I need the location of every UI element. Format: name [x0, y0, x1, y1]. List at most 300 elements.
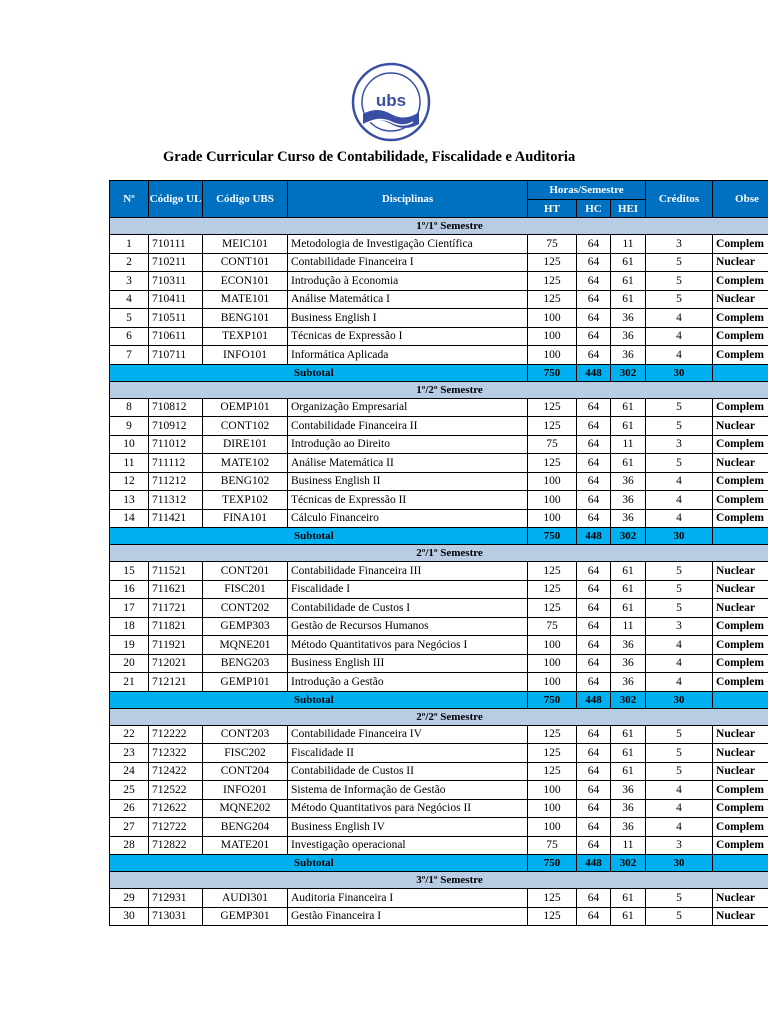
- cell-hc: 64: [577, 398, 611, 417]
- cell-creditos: 5: [646, 454, 713, 473]
- semester-title: 2º/1º Semestre: [110, 545, 768, 562]
- cell-creditos: 4: [646, 673, 713, 692]
- cell-hei: 61: [611, 272, 646, 291]
- cell-disciplina: Técnicas de Expressão I: [288, 327, 528, 346]
- cell-creditos: 4: [646, 346, 713, 365]
- cell-hc: 64: [577, 562, 611, 581]
- cell-obs: Complem: [713, 654, 768, 673]
- cell-hc: 64: [577, 417, 611, 436]
- cell-codigo-ubs: ECON101: [203, 272, 288, 291]
- cell-codigo-ul: 712322: [149, 744, 203, 763]
- subtotal-ht: 750: [528, 691, 577, 708]
- cell-hei: 36: [611, 781, 646, 800]
- cell-codigo-ul: 712931: [149, 889, 203, 908]
- cell-disciplina: Metodologia de Investigação Científica: [288, 235, 528, 254]
- header-horas: Horas/Semestre: [528, 181, 646, 200]
- cell-obs: Nuclear: [713, 599, 768, 618]
- header-ht: HT: [528, 200, 577, 218]
- cell-num: 7: [110, 346, 149, 365]
- cell-disciplina: Introdução ao Direito: [288, 435, 528, 454]
- cell-codigo-ul: 711821: [149, 617, 203, 636]
- subtotal-label: Subtotal: [110, 528, 528, 545]
- cell-hei: 61: [611, 599, 646, 618]
- table-row: [110, 491, 768, 510]
- cell-creditos: 5: [646, 907, 713, 926]
- cell-creditos: 4: [646, 472, 713, 491]
- cell-codigo-ul: 712822: [149, 836, 203, 855]
- semester-header-row: [110, 545, 768, 562]
- cell-hei: 11: [611, 836, 646, 855]
- cell-obs: Complem: [713, 509, 768, 528]
- school-logo: [351, 62, 431, 142]
- table-row: [110, 454, 768, 473]
- cell-codigo-ubs: CONT203: [203, 725, 288, 744]
- cell-hc: 64: [577, 272, 611, 291]
- cell-obs: Nuclear: [713, 417, 768, 436]
- cell-creditos: 5: [646, 398, 713, 417]
- cell-disciplina: Cálculo Financeiro: [288, 509, 528, 528]
- cell-codigo-ubs: CONT102: [203, 417, 288, 436]
- cell-hei: 11: [611, 435, 646, 454]
- table-row: [110, 562, 768, 581]
- subtotal-ht: 750: [528, 855, 577, 872]
- header-num: Nº: [110, 181, 149, 218]
- cell-codigo-ul: 710611: [149, 327, 203, 346]
- table-row: [110, 744, 768, 763]
- subtotal-creditos: 30: [646, 528, 713, 545]
- cell-creditos: 3: [646, 235, 713, 254]
- table-row: [110, 889, 768, 908]
- cell-codigo-ubs: GEMP301: [203, 907, 288, 926]
- cell-disciplina: Fiscalidade II: [288, 744, 528, 763]
- header-codigo-ul: Código UL: [149, 181, 203, 218]
- table-row: [110, 435, 768, 454]
- table-row: [110, 725, 768, 744]
- cell-obs: Nuclear: [713, 454, 768, 473]
- cell-num: 26: [110, 799, 149, 818]
- cell-codigo-ul: 710111: [149, 235, 203, 254]
- cell-hc: 64: [577, 673, 611, 692]
- cell-num: 20: [110, 654, 149, 673]
- header-hc: HC: [577, 200, 611, 218]
- cell-ht: 125: [528, 762, 577, 781]
- subtotal-label: Subtotal: [110, 691, 528, 708]
- cell-hei: 36: [611, 309, 646, 328]
- cell-ht: 100: [528, 346, 577, 365]
- cell-num: 21: [110, 673, 149, 692]
- table-header: [110, 181, 768, 218]
- cell-num: 27: [110, 818, 149, 837]
- cell-num: 29: [110, 889, 149, 908]
- cell-num: 28: [110, 836, 149, 855]
- cell-codigo-ubs: BENG102: [203, 472, 288, 491]
- cell-disciplina: Contabilidade Financeira III: [288, 562, 528, 581]
- cell-hc: 64: [577, 454, 611, 473]
- cell-codigo-ul: 711721: [149, 599, 203, 618]
- cell-codigo-ubs: MQNE201: [203, 636, 288, 655]
- cell-codigo-ubs: CONT204: [203, 762, 288, 781]
- cell-num: 17: [110, 599, 149, 618]
- cell-hei: 36: [611, 636, 646, 655]
- cell-codigo-ul: 711521: [149, 562, 203, 581]
- cell-disciplina: Análise Matemática I: [288, 290, 528, 309]
- cell-creditos: 5: [646, 744, 713, 763]
- subtotal-creditos: 30: [646, 364, 713, 381]
- cell-creditos: 4: [646, 636, 713, 655]
- subtotal-creditos: 30: [646, 855, 713, 872]
- cell-codigo-ul: 711212: [149, 472, 203, 491]
- cell-ht: 100: [528, 509, 577, 528]
- cell-creditos: 4: [646, 509, 713, 528]
- cell-hei: 36: [611, 673, 646, 692]
- subtotal-obs: [713, 855, 768, 872]
- cell-disciplina: Investigação operacional: [288, 836, 528, 855]
- cell-codigo-ubs: TEXP102: [203, 491, 288, 510]
- cell-creditos: 5: [646, 599, 713, 618]
- cell-ht: 125: [528, 398, 577, 417]
- subtotal-row: [110, 855, 768, 872]
- cell-disciplina: Contabilidade de Custos II: [288, 762, 528, 781]
- cell-obs: Nuclear: [713, 889, 768, 908]
- cell-hc: 64: [577, 907, 611, 926]
- cell-codigo-ubs: MEIC101: [203, 235, 288, 254]
- cell-hei: 36: [611, 509, 646, 528]
- cell-creditos: 4: [646, 327, 713, 346]
- cell-ht: 125: [528, 580, 577, 599]
- cell-ht: 125: [528, 253, 577, 272]
- cell-ht: 100: [528, 472, 577, 491]
- subtotal-ht: 750: [528, 528, 577, 545]
- cell-disciplina: Técnicas de Expressão II: [288, 491, 528, 510]
- cell-hei: 61: [611, 744, 646, 763]
- cell-hei: 36: [611, 818, 646, 837]
- cell-creditos: 5: [646, 290, 713, 309]
- cell-codigo-ubs: FISC201: [203, 580, 288, 599]
- cell-disciplina: Business English IV: [288, 818, 528, 837]
- table-row: [110, 781, 768, 800]
- cell-creditos: 5: [646, 562, 713, 581]
- cell-disciplina: Introdução a Gestão: [288, 673, 528, 692]
- cell-codigo-ul: 710511: [149, 309, 203, 328]
- cell-obs: Complem: [713, 673, 768, 692]
- cell-creditos: 5: [646, 580, 713, 599]
- table-row: [110, 417, 768, 436]
- cell-disciplina: Contabilidade Financeira II: [288, 417, 528, 436]
- cell-disciplina: Contabilidade de Custos I: [288, 599, 528, 618]
- cell-obs: Complem: [713, 617, 768, 636]
- cell-disciplina: Gestão de Recursos Humanos: [288, 617, 528, 636]
- table-row: [110, 636, 768, 655]
- subtotal-label: Subtotal: [110, 364, 528, 381]
- cell-hc: 64: [577, 744, 611, 763]
- table-row: [110, 253, 768, 272]
- cell-ht: 125: [528, 744, 577, 763]
- semester-title: 1º/1º Semestre: [110, 218, 768, 235]
- cell-creditos: 5: [646, 253, 713, 272]
- cell-ht: 125: [528, 725, 577, 744]
- cell-obs: Complem: [713, 491, 768, 510]
- cell-obs: Complem: [713, 272, 768, 291]
- cell-hei: 61: [611, 889, 646, 908]
- subtotal-hc: 448: [577, 855, 611, 872]
- table-row: [110, 290, 768, 309]
- cell-codigo-ubs: DIRE101: [203, 435, 288, 454]
- cell-hc: 64: [577, 253, 611, 272]
- cell-obs: Complem: [713, 799, 768, 818]
- cell-hc: 64: [577, 818, 611, 837]
- cell-codigo-ubs: MATE102: [203, 454, 288, 473]
- cell-num: 13: [110, 491, 149, 510]
- table-row: [110, 580, 768, 599]
- cell-codigo-ubs: INFO101: [203, 346, 288, 365]
- cell-disciplina: Sistema de Informação de Gestão: [288, 781, 528, 800]
- cell-creditos: 4: [646, 491, 713, 510]
- cell-ht: 125: [528, 290, 577, 309]
- subtotal-ht: 750: [528, 364, 577, 381]
- table-row: [110, 818, 768, 837]
- logo-brand-text: ubs: [375, 91, 407, 110]
- cell-hc: 64: [577, 599, 611, 618]
- cell-codigo-ul: 711621: [149, 580, 203, 599]
- cell-codigo-ul: 712021: [149, 654, 203, 673]
- table-row: [110, 599, 768, 618]
- cell-codigo-ubs: AUDI301: [203, 889, 288, 908]
- cell-num: 14: [110, 509, 149, 528]
- cell-codigo-ul: 710812: [149, 398, 203, 417]
- cell-disciplina: Auditoria Financeira I: [288, 889, 528, 908]
- table-row: [110, 346, 768, 365]
- cell-hei: 36: [611, 491, 646, 510]
- cell-hei: 61: [611, 417, 646, 436]
- curriculum-table: [109, 180, 768, 926]
- cell-disciplina: Contabilidade Financeira IV: [288, 725, 528, 744]
- cell-disciplina: Business English III: [288, 654, 528, 673]
- table-row: [110, 235, 768, 254]
- table-row: [110, 836, 768, 855]
- cell-hei: 11: [611, 235, 646, 254]
- cell-num: 23: [110, 744, 149, 763]
- cell-ht: 100: [528, 654, 577, 673]
- cell-ht: 125: [528, 272, 577, 291]
- subtotal-label: Subtotal: [110, 855, 528, 872]
- cell-creditos: 4: [646, 654, 713, 673]
- cell-codigo-ul: 712522: [149, 781, 203, 800]
- cell-obs: Nuclear: [713, 580, 768, 599]
- cell-obs: Nuclear: [713, 725, 768, 744]
- cell-hc: 64: [577, 636, 611, 655]
- table-row: [110, 309, 768, 328]
- semester-header-row: [110, 381, 768, 398]
- cell-codigo-ubs: MATE201: [203, 836, 288, 855]
- cell-hei: 61: [611, 907, 646, 926]
- cell-codigo-ubs: TEXP101: [203, 327, 288, 346]
- cell-hc: 64: [577, 762, 611, 781]
- cell-disciplina: Business English I: [288, 309, 528, 328]
- cell-codigo-ubs: BENG101: [203, 309, 288, 328]
- cell-num: 16: [110, 580, 149, 599]
- subtotal-obs: [713, 691, 768, 708]
- cell-codigo-ul: 711921: [149, 636, 203, 655]
- cell-obs: Complem: [713, 327, 768, 346]
- cell-codigo-ubs: FISC202: [203, 744, 288, 763]
- cell-obs: Complem: [713, 636, 768, 655]
- cell-codigo-ul: 712622: [149, 799, 203, 818]
- subtotal-obs: [713, 528, 768, 545]
- cell-codigo-ubs: GEMP101: [203, 673, 288, 692]
- subtotal-row: [110, 528, 768, 545]
- cell-num: 22: [110, 725, 149, 744]
- cell-hei: 36: [611, 346, 646, 365]
- cell-obs: Complem: [713, 346, 768, 365]
- cell-ht: 100: [528, 673, 577, 692]
- cell-ht: 100: [528, 636, 577, 655]
- cell-hc: 64: [577, 799, 611, 818]
- cell-codigo-ubs: CONT101: [203, 253, 288, 272]
- subtotal-hc: 448: [577, 364, 611, 381]
- cell-num: 4: [110, 290, 149, 309]
- cell-disciplina: Método Quantitativos para Negócios I: [288, 636, 528, 655]
- cell-codigo-ubs: CONT201: [203, 562, 288, 581]
- cell-disciplina: Método Quantitativos para Negócios II: [288, 799, 528, 818]
- cell-codigo-ubs: BENG204: [203, 818, 288, 837]
- cell-hei: 61: [611, 290, 646, 309]
- cell-codigo-ul: 711312: [149, 491, 203, 510]
- cell-hei: 61: [611, 580, 646, 599]
- table-row: [110, 907, 768, 926]
- table-row: [110, 673, 768, 692]
- cell-num: 24: [110, 762, 149, 781]
- subtotal-obs: [713, 364, 768, 381]
- cell-obs: Complem: [713, 398, 768, 417]
- cell-hc: 64: [577, 654, 611, 673]
- header-codigo-ubs: Código UBS: [203, 181, 288, 218]
- table-row: [110, 654, 768, 673]
- cell-obs: Nuclear: [713, 253, 768, 272]
- cell-hc: 64: [577, 889, 611, 908]
- cell-codigo-ubs: OEMP101: [203, 398, 288, 417]
- cell-ht: 75: [528, 617, 577, 636]
- cell-num: 6: [110, 327, 149, 346]
- cell-codigo-ul: 712121: [149, 673, 203, 692]
- cell-ht: 75: [528, 435, 577, 454]
- table-row: [110, 472, 768, 491]
- cell-codigo-ul: 711421: [149, 509, 203, 528]
- page-title: Grade Curricular Curso de Contabilidade, Fiscalidade e Auditoria: [163, 149, 576, 165]
- cell-disciplina: Análise Matemática II: [288, 454, 528, 473]
- header-disciplinas: Disciplinas: [288, 181, 528, 218]
- cell-disciplina: Fiscalidade I: [288, 580, 528, 599]
- table-row: [110, 509, 768, 528]
- table-row: [110, 272, 768, 291]
- cell-obs: Nuclear: [713, 290, 768, 309]
- cell-obs: Complem: [713, 781, 768, 800]
- cell-creditos: 4: [646, 799, 713, 818]
- table-row: [110, 799, 768, 818]
- cell-hc: 64: [577, 580, 611, 599]
- cell-disciplina: Informática Aplicada: [288, 346, 528, 365]
- cell-obs: Nuclear: [713, 562, 768, 581]
- cell-obs: Complem: [713, 472, 768, 491]
- cell-codigo-ubs: GEMP303: [203, 617, 288, 636]
- cell-codigo-ubs: BENG203: [203, 654, 288, 673]
- cell-obs: Nuclear: [713, 744, 768, 763]
- cell-ht: 125: [528, 562, 577, 581]
- cell-hc: 64: [577, 491, 611, 510]
- cell-ht: 100: [528, 491, 577, 510]
- header-obs: Obse: [713, 181, 768, 218]
- cell-creditos: 5: [646, 762, 713, 781]
- cell-creditos: 4: [646, 309, 713, 328]
- cell-num: 11: [110, 454, 149, 473]
- cell-hc: 64: [577, 346, 611, 365]
- cell-codigo-ul: 710411: [149, 290, 203, 309]
- header-creditos: Créditos: [646, 181, 713, 218]
- cell-obs: Complem: [713, 235, 768, 254]
- cell-hei: 11: [611, 617, 646, 636]
- cell-creditos: 3: [646, 617, 713, 636]
- subtotal-hei: 302: [611, 691, 646, 708]
- subtotal-creditos: 30: [646, 691, 713, 708]
- cell-codigo-ul: 712422: [149, 762, 203, 781]
- semester-header-row: [110, 872, 768, 889]
- cell-num: 12: [110, 472, 149, 491]
- semester-header-row: [110, 708, 768, 725]
- cell-hei: 36: [611, 327, 646, 346]
- cell-creditos: 5: [646, 725, 713, 744]
- cell-num: 9: [110, 417, 149, 436]
- subtotal-row: [110, 691, 768, 708]
- cell-num: 25: [110, 781, 149, 800]
- cell-hc: 64: [577, 472, 611, 491]
- cell-ht: 75: [528, 836, 577, 855]
- cell-num: 5: [110, 309, 149, 328]
- ubs-logo-icon: [351, 62, 431, 142]
- header-hei: HEI: [611, 200, 646, 218]
- cell-obs: Complem: [713, 818, 768, 837]
- cell-ht: 125: [528, 417, 577, 436]
- table-row: [110, 327, 768, 346]
- cell-hc: 64: [577, 781, 611, 800]
- cell-obs: Complem: [713, 435, 768, 454]
- cell-creditos: 4: [646, 781, 713, 800]
- cell-obs: Complem: [713, 309, 768, 328]
- cell-hc: 64: [577, 327, 611, 346]
- cell-num: 19: [110, 636, 149, 655]
- cell-codigo-ubs: INFO201: [203, 781, 288, 800]
- cell-ht: 100: [528, 309, 577, 328]
- cell-disciplina: Contabilidade Financeira I: [288, 253, 528, 272]
- cell-num: 8: [110, 398, 149, 417]
- cell-codigo-ul: 711112: [149, 454, 203, 473]
- cell-hei: 61: [611, 398, 646, 417]
- cell-ht: 125: [528, 889, 577, 908]
- subtotal-hc: 448: [577, 691, 611, 708]
- semester-title: 1º/2º Semestre: [110, 381, 768, 398]
- cell-ht: 125: [528, 454, 577, 473]
- cell-hei: 61: [611, 454, 646, 473]
- subtotal-hei: 302: [611, 364, 646, 381]
- semester-title: 2º/2º Semestre: [110, 708, 768, 725]
- subtotal-hei: 302: [611, 855, 646, 872]
- cell-num: 15: [110, 562, 149, 581]
- subtotal-hc: 448: [577, 528, 611, 545]
- cell-codigo-ul: 713031: [149, 907, 203, 926]
- table-row: [110, 398, 768, 417]
- cell-hei: 36: [611, 799, 646, 818]
- cell-hc: 64: [577, 235, 611, 254]
- cell-hei: 61: [611, 725, 646, 744]
- cell-codigo-ul: 710311: [149, 272, 203, 291]
